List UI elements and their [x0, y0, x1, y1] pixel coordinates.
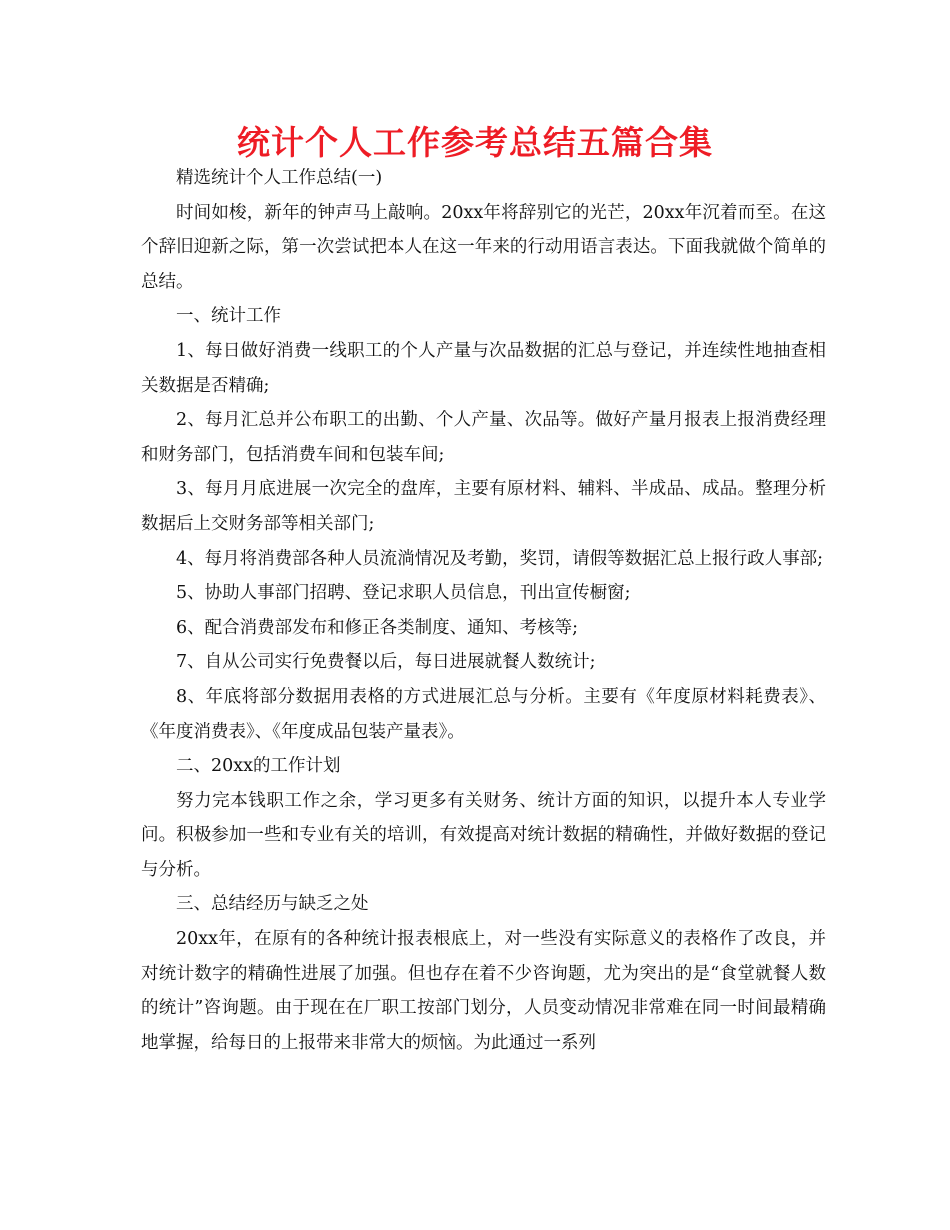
paragraph: 努力完本钱职工作之余，学习更多有关财务、统计方面的知识，以提升本人专业学问。积极参加一些和专业有关的培训，有效提高对统计数据的精确性，并做好数据的登记与分析。 — [141, 790, 826, 880]
document-title: 统计个人工作参考总结五篇合集 — [237, 123, 713, 162]
list-item: 1、每日做好消费一线职工的个人产量与次品数据的汇总与登记，并连续性地抽查相关数据是否精确; — [141, 340, 826, 396]
list-item: 6、配合消费部发布和修正各类制度、通知、考核等; — [176, 617, 579, 638]
document-body — [141, 161, 826, 1060]
list-item: 5、协助人事部门招聘、登记求职人员信息，刊出宣传橱窗; — [176, 583, 631, 604]
section-heading: 三、总结经历与缺乏之处 — [176, 894, 369, 915]
list-item: 4、每月将消费部各种人员流淌情况及考勤，奖罚，请假等数据汇总上报行政人事部; — [176, 548, 824, 569]
list-item: 2、每月汇总并公布职工的出勤、个人产量、次品等。做好产量月报表上报消费经理和财务部门，包括消费车间和包装车间; — [141, 410, 826, 465]
section-heading: 二、20xx的工作计划 — [176, 756, 341, 777]
paragraph: 时间如梭，新年的钟声马上敲响。20xx年将辞别它的光芒，20xx年沉着而至。在这个辞旧迎新之际，第一次尝试把本人在这一年来的行动用语言表达。下面我就做个简单的总结。 — [141, 202, 826, 292]
section-heading: 一、统计工作 — [176, 306, 281, 327]
list-item: 8、年底将部分数据用表格的方式进展汇总与分析。主要有《年度原材料耗费表》、《年度消费表》、《年度成品包装产量表》。 — [141, 686, 826, 742]
list-item: 7、自从公司实行免费餐以后，每日进展就餐人数统计; — [176, 652, 596, 673]
section-heading: 精选统计个人工作总结(一) — [176, 168, 383, 188]
paragraph: 20xx年，在原有的各种统计报表根底上，对一些没有实际意义的表格作了改良，并对统计数字的精确性进展了加强。但也存在着不少咨询题，尤为突出的是“食堂就餐人数的统计”咨询题。由于现在在厂职工按部门划分，人员变动情况非常难在同一时间最精确地掌握，给每日的上报带来非常大的烦恼。为此通过一系列 — [141, 929, 826, 1053]
list-item: 3、每月月底进展一次完全的盘库，主要有原材料、辅料、半成品、成品。整理分析数据后上交财务部等相关部门; — [141, 479, 826, 534]
